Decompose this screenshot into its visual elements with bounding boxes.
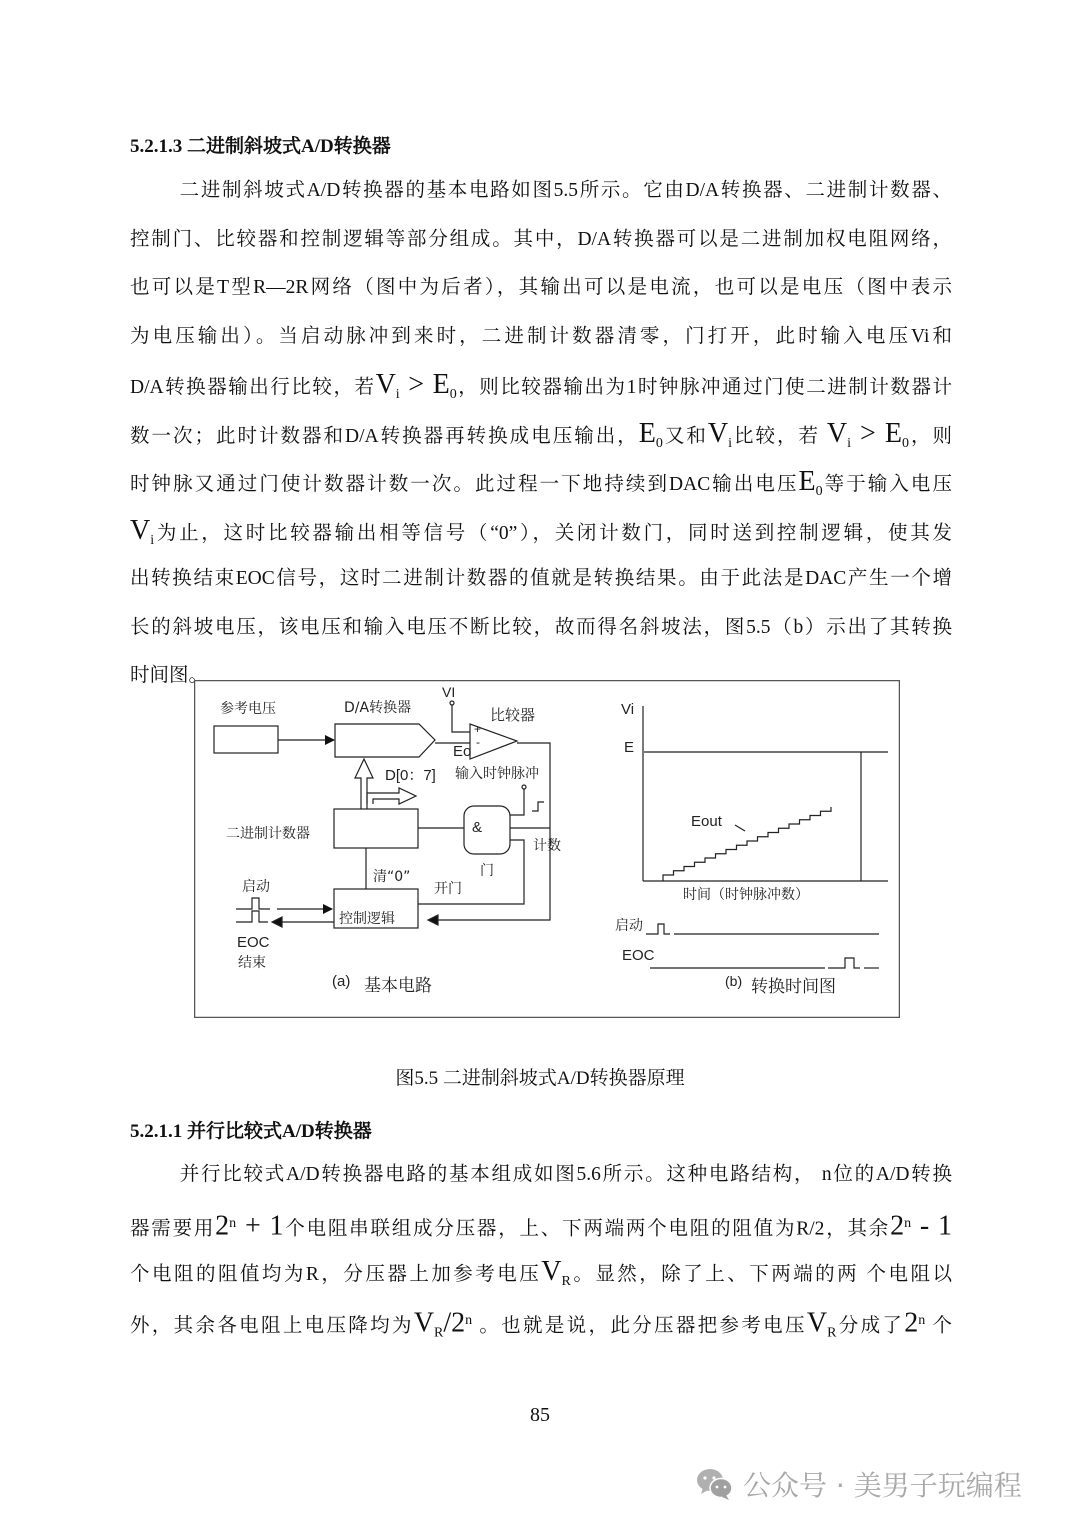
text-span: 控制门、比较器和控制逻辑等部分组成。其中，D/A转换器可以是二进制加权电阻网络， <box>130 228 952 250</box>
text-span: 个 <box>925 1315 952 1336</box>
section-heading-ramp-adc: 5.2.1.3 二进制斜坡式A/D转换器 <box>130 136 391 157</box>
text-span: 个电阻的阻值均为R，分压器上加参考电压 <box>130 1264 542 1285</box>
math-sub: 0 <box>901 435 909 451</box>
math-op: - 1 <box>911 1210 952 1241</box>
text-line <box>130 604 952 653</box>
math-v: V <box>541 1256 562 1287</box>
text-span: 并行比较式A/D转换器电路的基本组成如图5.6所示。这种电路结构， n位的A/D转换 <box>178 1164 952 1185</box>
bus-arrow-up <box>355 759 373 809</box>
compare-arrow <box>428 915 438 925</box>
label-eoc-timing: EOC <box>622 947 655 964</box>
dac-block <box>335 724 435 757</box>
ref-voltage-box <box>214 726 278 753</box>
math-v: V <box>130 514 151 546</box>
text-span: 个电阻串联组成分压器，上、下两端两个电阻的阻值为R/2，其余 <box>283 1218 891 1239</box>
label-comparator: 比较器 <box>490 706 536 724</box>
label-and-gate: & <box>472 819 483 836</box>
text-span: 又和 <box>662 425 708 447</box>
math-sub: 0 <box>449 386 457 402</box>
text-span: ，则比较器输出为1时钟脉冲通过门使二进制计数器计 <box>456 377 952 398</box>
vi-terminal <box>450 701 454 705</box>
math-sub: R <box>561 1273 571 1289</box>
text-span: 长的斜坡电压，该电压和输入电压不断比较，故而得名斜坡法，图5.5（b）示出了其转换 <box>130 616 952 638</box>
math-sub: R <box>827 1324 837 1340</box>
counter-block <box>334 809 418 848</box>
label-eout: Eout <box>691 813 722 830</box>
math-sup: n <box>229 1215 237 1231</box>
start-timing-pulse <box>646 924 670 934</box>
text-line <box>130 1248 952 1297</box>
math-sup: n <box>918 1312 926 1328</box>
label-clock-in: 输入时钟脉冲 <box>455 766 539 782</box>
math-sub: i <box>847 435 852 451</box>
label-e: E <box>624 739 635 756</box>
label-clear: 清“0” <box>373 869 411 885</box>
eoc-arrow <box>272 917 282 927</box>
label-open-gate: 开门 <box>434 881 462 897</box>
label-plus: + <box>474 722 482 736</box>
math-sub: i <box>728 435 732 451</box>
page-number: 85 <box>530 1404 550 1426</box>
text-line <box>130 313 952 362</box>
math-sup: n <box>465 1312 473 1328</box>
eout-pointer <box>735 825 745 831</box>
text-span: 外，其余各电阻上电压降均为 <box>130 1315 414 1336</box>
vi-wire <box>452 705 470 732</box>
text-line <box>130 1200 952 1249</box>
label-gate: 门 <box>480 863 494 879</box>
text-line <box>130 264 952 313</box>
text-line <box>130 458 952 507</box>
eout-staircase <box>663 807 831 881</box>
text-span: 数一次；此时计数器和D/A转换器再转换成电压输出， <box>130 425 639 447</box>
label-ref-voltage: 参考电压 <box>220 701 276 717</box>
text-span: D/A转换器输出行比较，若 <box>130 377 376 398</box>
section-heading-parallel-adc: 5.2.1.1 并行比较式A/D转换器 <box>130 1121 372 1142</box>
math-sub: 0 <box>655 435 663 451</box>
label-counter: 二进制计数器 <box>226 826 310 842</box>
text-span: 为电压输出）。当启动脉冲到来时，二进制计数器清零，门打开，此时输入电压Vi和 <box>130 325 952 347</box>
and-gate-block <box>464 806 510 854</box>
label-vi: VI <box>442 684 456 700</box>
math-num: 2 <box>904 1307 919 1338</box>
caption-b: 转换时间图 <box>751 977 836 997</box>
text-span: 比较，若 <box>732 425 827 447</box>
text-line <box>130 507 952 556</box>
text-span: 分成了 <box>836 1315 905 1336</box>
text-line <box>130 410 952 459</box>
math-num: 2 <box>890 1210 905 1241</box>
math-v: V <box>826 417 848 449</box>
text-span: 等于输入电压 <box>822 474 952 495</box>
paragraph-parallel-adc <box>130 1151 952 1345</box>
text-span: 为止，这时比较器输出相等信号（“0”），关闭计数门，同时送到控制逻辑，使其发 <box>154 522 952 544</box>
math-sup: n <box>904 1215 912 1231</box>
math-sub: i <box>150 532 155 548</box>
caption-a: 基本电路 <box>364 976 432 996</box>
math-sub: R <box>434 1324 444 1340</box>
text-span: 时钟脉又通过门使计数器计数一次。此过程一下地持续到DAC输出电压 <box>130 474 799 495</box>
text-span: ，则 <box>908 425 952 447</box>
watermark-text: 公众号 · 美男子玩编程 <box>743 1469 1022 1502</box>
clock-wire <box>510 789 524 815</box>
text-line <box>130 361 952 410</box>
wechat-icon <box>695 1467 735 1501</box>
math-op: /2 <box>443 1307 466 1338</box>
clock-step <box>532 802 544 811</box>
label-start-timing: 启动 <box>615 918 643 934</box>
math-e: E <box>798 466 816 497</box>
text-span: 器需要用 <box>130 1218 216 1239</box>
math-op: > <box>851 417 885 449</box>
caption-a-tag: (a) <box>332 973 351 990</box>
watermark <box>695 1464 1022 1504</box>
text-span: 二进制斜坡式A/D转换器的基本电路如图5.5所示。它由D/A转换器、二进制计数器、 <box>178 180 952 201</box>
text-line <box>130 167 952 216</box>
math-num: 2 <box>215 1210 230 1241</box>
eout-staircase-path <box>663 807 831 881</box>
math-e: E <box>638 417 656 449</box>
math-e: E <box>432 369 450 400</box>
label-x-axis: 时间（时钟脉冲数） <box>683 887 809 903</box>
text-span: 。也就是说，此分压器把参考电压 <box>472 1315 807 1336</box>
label-eoc: EOC <box>237 934 270 951</box>
figure-5-5 <box>194 680 900 1018</box>
text-span: 。显然，除了上、下两端的两 个电阻以 <box>570 1264 952 1285</box>
math-v: V <box>413 1307 435 1338</box>
label-control-logic: 控制逻辑 <box>339 911 395 927</box>
math-sub: 0 <box>815 483 823 499</box>
label-bus: D[0：7] <box>385 767 436 784</box>
text-line <box>130 555 952 604</box>
label-eo: Eo <box>453 743 472 760</box>
label-end: 结束 <box>238 955 266 971</box>
math-sub: i <box>395 386 400 402</box>
paragraph-ramp-adc <box>130 167 952 701</box>
label-count: 计数 <box>533 838 561 854</box>
caption-b-tag: (b) <box>725 973 743 989</box>
label-axis-vi: Vi <box>621 701 635 718</box>
label-start: 启动 <box>242 879 270 895</box>
math-e: E <box>884 417 902 449</box>
text-span: 出转换结束EOC信号，这时二进制计数器的值就是转换结果。由于此法是DAC产生一个增 <box>130 568 952 589</box>
label-dac: D/A转换器 <box>344 700 412 716</box>
clock-terminal <box>522 785 526 789</box>
eoc-pulse <box>236 911 268 922</box>
math-v: V <box>806 1307 828 1338</box>
start-pulse <box>236 898 270 909</box>
text-span: 时间图。 <box>130 665 209 686</box>
figure-caption: 图5.5 二进制斜坡式A/D转换器原理 <box>395 1068 685 1089</box>
text-line <box>130 1297 952 1346</box>
text-line <box>130 1151 952 1200</box>
math-op: + 1 <box>236 1210 284 1241</box>
bus-arrow-right <box>367 788 416 804</box>
math-op: > <box>399 369 433 400</box>
eoc-timing-pulse <box>828 958 860 968</box>
label-minus: - <box>476 735 480 749</box>
math-v: V <box>707 417 729 449</box>
text-span: 也可以是T型R—2R网络（图中为后者），其输出可以是电流，也可以是电压（图中表示 <box>130 277 952 298</box>
text-line <box>130 216 952 265</box>
math-v: V <box>375 369 396 400</box>
